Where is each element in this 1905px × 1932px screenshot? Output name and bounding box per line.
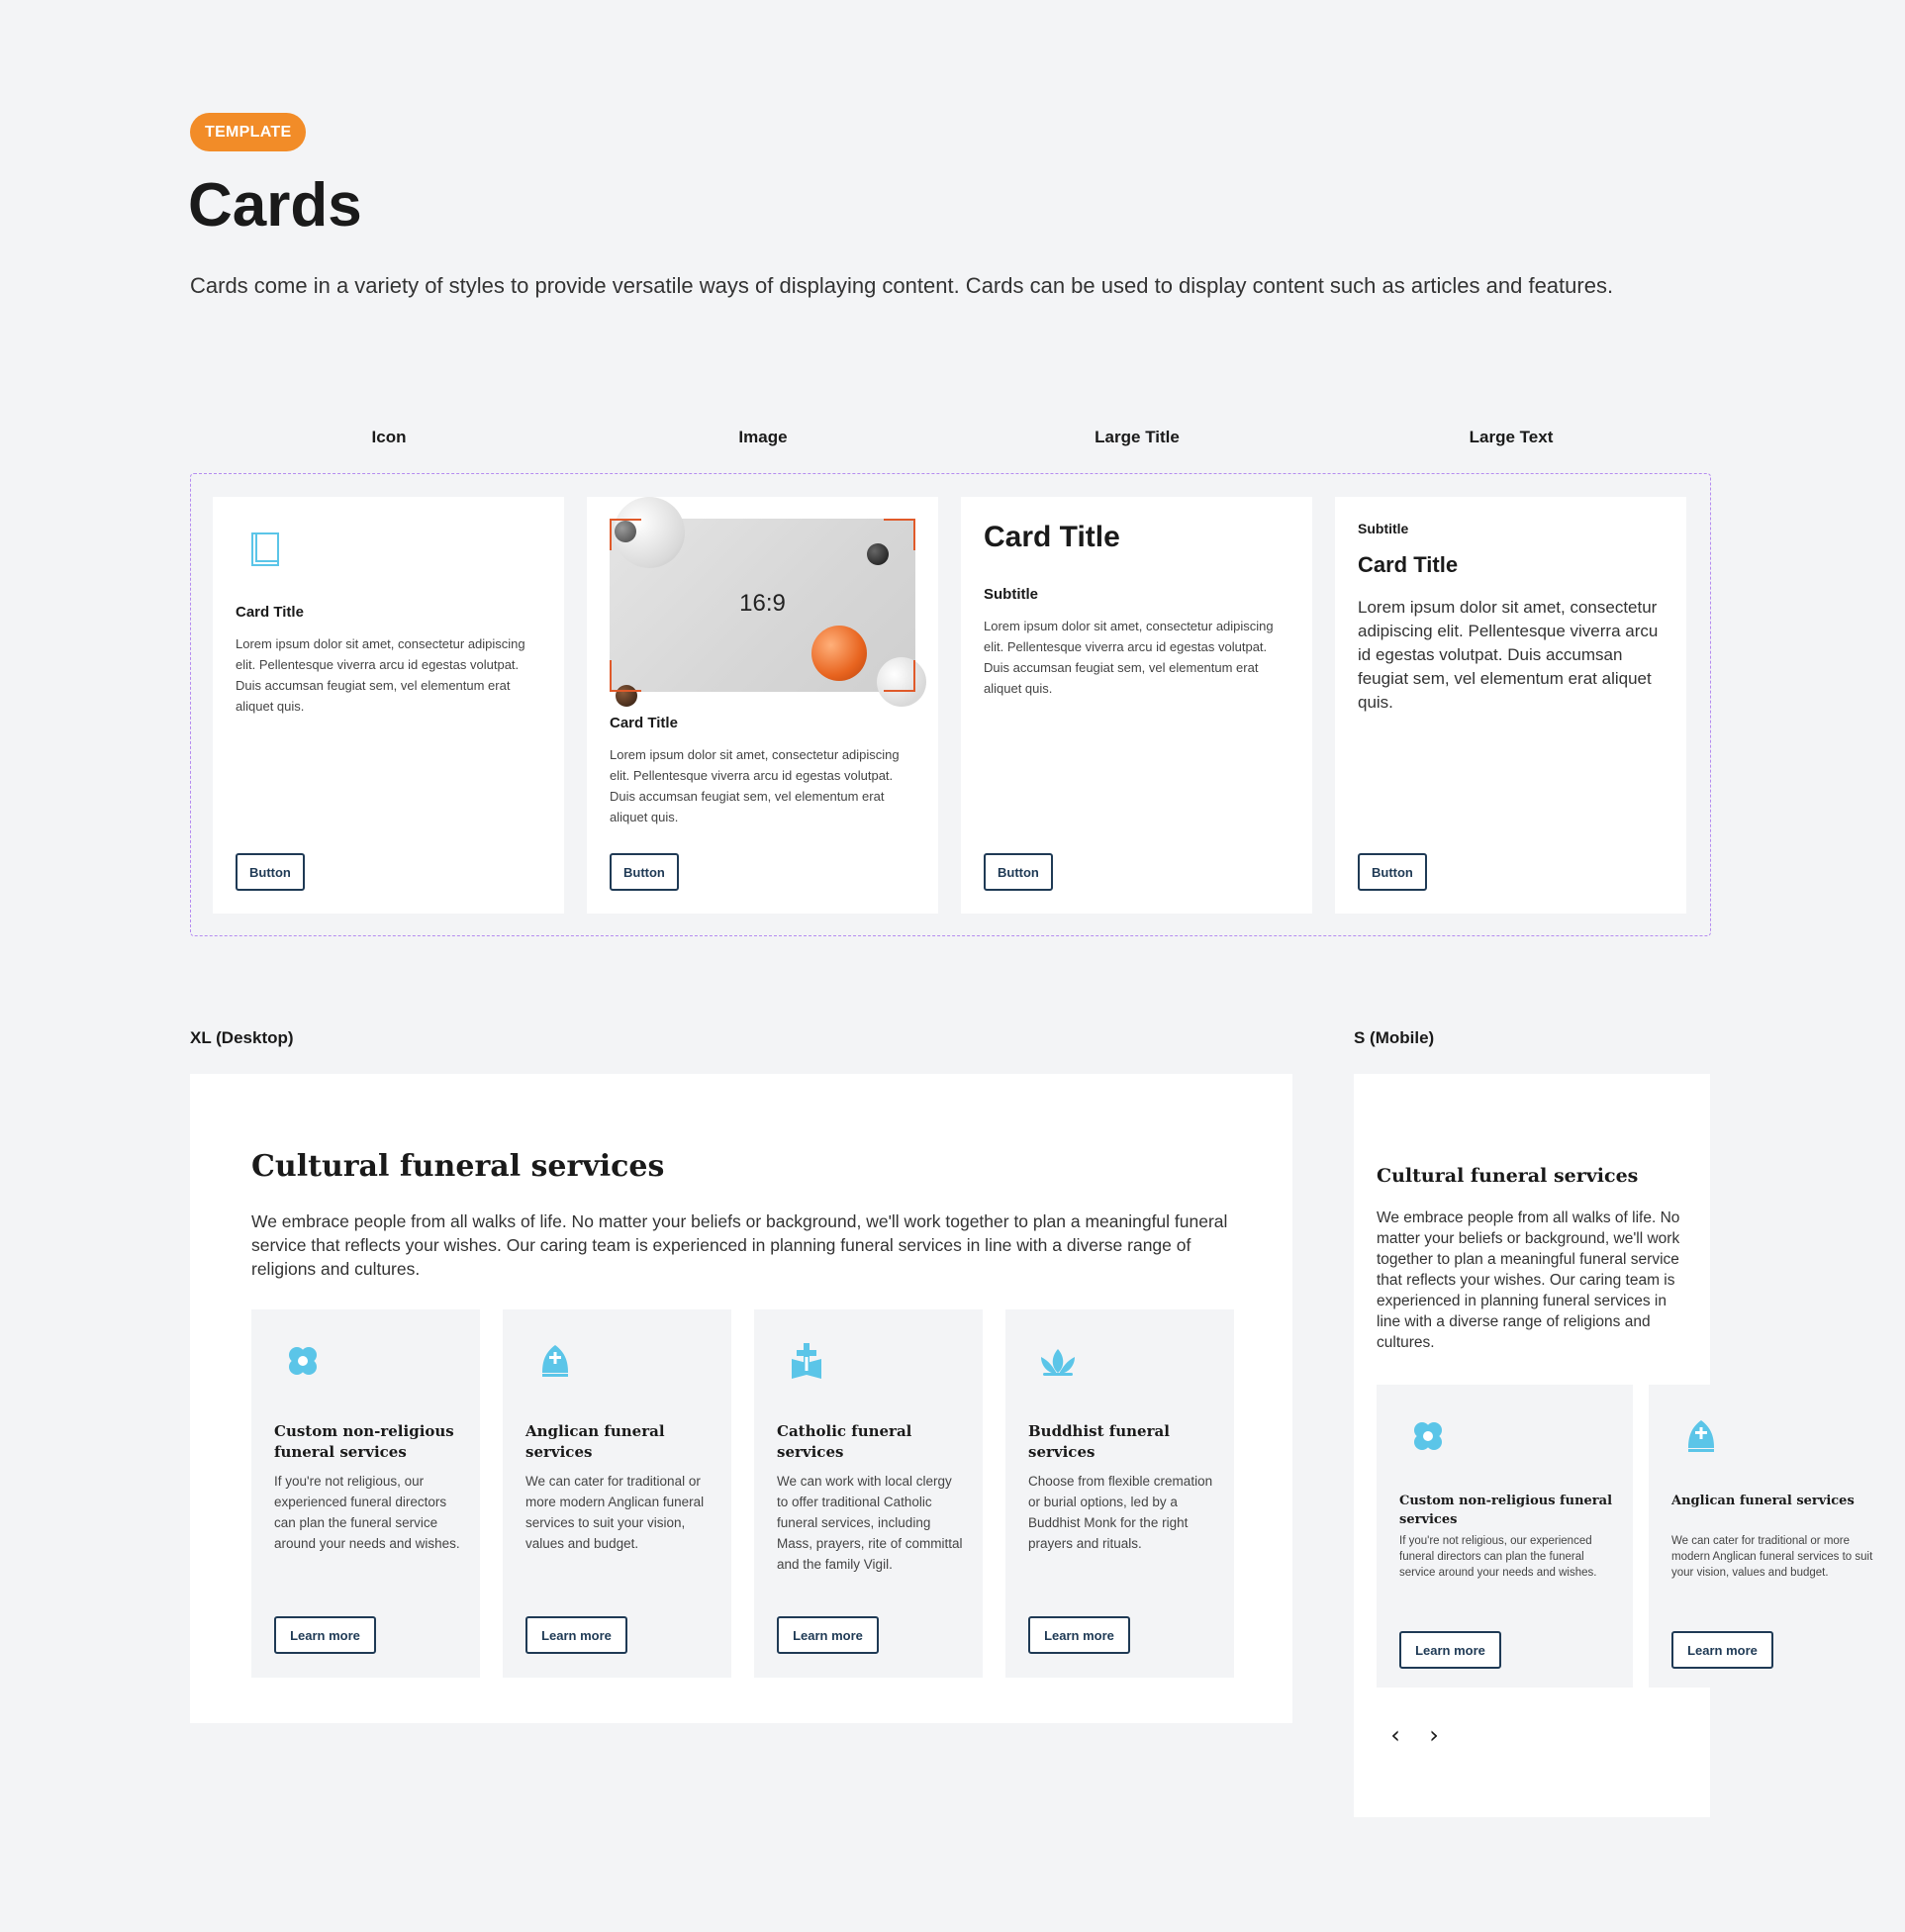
crop-corner (884, 519, 915, 550)
crop-corner (610, 519, 641, 550)
service-card-text: We can work with local clergy to offer traditional Catholic funeral services, including Mass, prayers, rite of committal and the family Vigil. (777, 1474, 963, 1572)
learn-more-button[interactable]: Learn more (1028, 1616, 1130, 1654)
service-card-title: Custom non-religious funeral services (1399, 1494, 1613, 1527)
aspect-ratio-label: 16:9 (739, 590, 786, 617)
service-card-title: Anglican funeral services (1671, 1494, 1855, 1508)
learn-more-button[interactable]: Learn more (274, 1616, 376, 1654)
service-card-title: Anglican funeral services (525, 1422, 665, 1461)
service-card (1649, 1385, 1905, 1688)
learn-more-button[interactable]: Learn more (1671, 1631, 1773, 1669)
image-card (587, 497, 938, 914)
card-text: Lorem ipsum dolor sit amet, consectetur adipiscing elit. Pellentesque viverra arcu id egestas volutpat. Duis accumsan feugiat sem, vel elementum erat aliquet quis. (610, 747, 900, 824)
label-image-card: Image (738, 428, 788, 446)
lotus-icon (1037, 1347, 1079, 1382)
label-icon-card: Icon (371, 428, 407, 446)
mitre-icon (538, 1343, 572, 1384)
crop-corner (884, 660, 915, 692)
service-card (1005, 1309, 1234, 1678)
service-card (1377, 1385, 1633, 1688)
card-title: Card Title (610, 715, 678, 731)
card-title: Card Title (984, 521, 1120, 553)
icon-card (213, 497, 564, 914)
service-card-text: We can cater for traditional or more modern Anglican funeral services to suit your vision, values and budget. (525, 1474, 705, 1551)
section-title: Cultural funeral services (251, 1149, 665, 1184)
service-card (503, 1309, 731, 1678)
book-icon (250, 531, 282, 572)
flower-icon (287, 1345, 319, 1382)
page-intro: Cards come in a variety of styles to provide versatile ways of displaying content. Cards can be used to display content such as articles and features. (190, 273, 1614, 298)
card-subtitle: Subtitle (1358, 521, 1409, 536)
service-card-text: If you're not religious, our experienced funeral directors can plan the funeral service around your needs and wishes. (274, 1474, 460, 1551)
desktop-label: XL (Desktop) (190, 1028, 294, 1047)
page-title: Cards (188, 171, 362, 240)
mitre-icon (1684, 1418, 1718, 1459)
card-button[interactable]: Button (236, 853, 305, 891)
section-intro: We embrace people from all walks of life. No matter your beliefs or background, we'll work together to plan a meaningful funeral service that reflects your wishes. Our caring team is experienced in planning funeral services in line with a diverse range of religions and cultures. (1377, 1209, 1680, 1351)
service-card-text: If you're not religious, our experienced funeral directors can plan the funeral service around your needs and wishes. (1399, 1535, 1597, 1579)
label-large-title-card: Large Title (1095, 428, 1180, 446)
learn-more-button[interactable]: Learn more (1399, 1631, 1501, 1669)
learn-more-button[interactable]: Learn more (525, 1616, 627, 1654)
carousel-next-button[interactable]: › (1422, 1723, 1446, 1747)
card-text: Lorem ipsum dolor sit amet, consectetur adipiscing elit. Pellentesque viverra arcu id egestas volutpat. Duis accumsan feugiat sem, vel elementum erat aliquet quis. (984, 619, 1274, 696)
carousel-prev-button[interactable]: ‹ (1383, 1723, 1407, 1747)
mobile-label: S (Mobile) (1354, 1028, 1435, 1047)
card-title: Card Title (1358, 552, 1459, 577)
service-card-title: Buddhist funeral services (1028, 1422, 1170, 1461)
service-card (251, 1309, 480, 1678)
service-card-text: We can cater for traditional or more modern Anglican funeral services to suit your vision, values and budget. (1671, 1535, 1873, 1579)
sphere-decoration (811, 626, 867, 681)
card-button[interactable]: Button (610, 853, 679, 891)
section-intro: We embrace people from all walks of life. No matter your beliefs or background, we'll work together to plan a meaningful funeral service that reflects your wishes. Our caring team is experienced in planning funeral services in line with a diverse range of religions and cultures. (251, 1211, 1228, 1279)
card-title: Card Title (236, 604, 304, 621)
card-text: Lorem ipsum dolor sit amet, consectetur adipiscing elit. Pellentesque viverra arcu id egestas volutpat. Duis accumsan feugiat sem, vel elementum erat aliquet quis. (236, 636, 525, 714)
label-large-text-card: Large Text (1469, 428, 1554, 446)
service-card (754, 1309, 983, 1678)
image-placeholder (610, 519, 915, 692)
flower-icon (1412, 1420, 1444, 1457)
mobile-panel (1354, 1074, 1873, 1817)
card-text: Lorem ipsum dolor sit amet, consectetur adipiscing elit. Pellentesque viverra arcu id egestas volutpat. Duis accumsan feugiat sem, vel elementum erat aliquet quis. (1358, 598, 1659, 712)
service-card-title: Catholic funeral services (777, 1422, 912, 1461)
section-title: Cultural funeral services (1377, 1165, 1639, 1187)
learn-more-button[interactable]: Learn more (777, 1616, 879, 1654)
card-subtitle: Subtitle (984, 586, 1038, 603)
service-card-title: Custom non-religious funeral services (274, 1422, 454, 1461)
crop-corner (610, 660, 641, 692)
template-badge: TEMPLATE (190, 113, 306, 151)
card-button[interactable]: Button (984, 853, 1053, 891)
bible-cross-icon (790, 1341, 823, 1386)
card-button[interactable]: Button (1358, 853, 1427, 891)
service-card-text: Choose from flexible cremation or burial options, led by a Buddhist Monk for the right prayers and rituals. (1028, 1474, 1213, 1551)
large-text-card (1335, 497, 1686, 914)
desktop-panel (190, 1074, 1292, 1723)
large-title-card (961, 497, 1312, 914)
